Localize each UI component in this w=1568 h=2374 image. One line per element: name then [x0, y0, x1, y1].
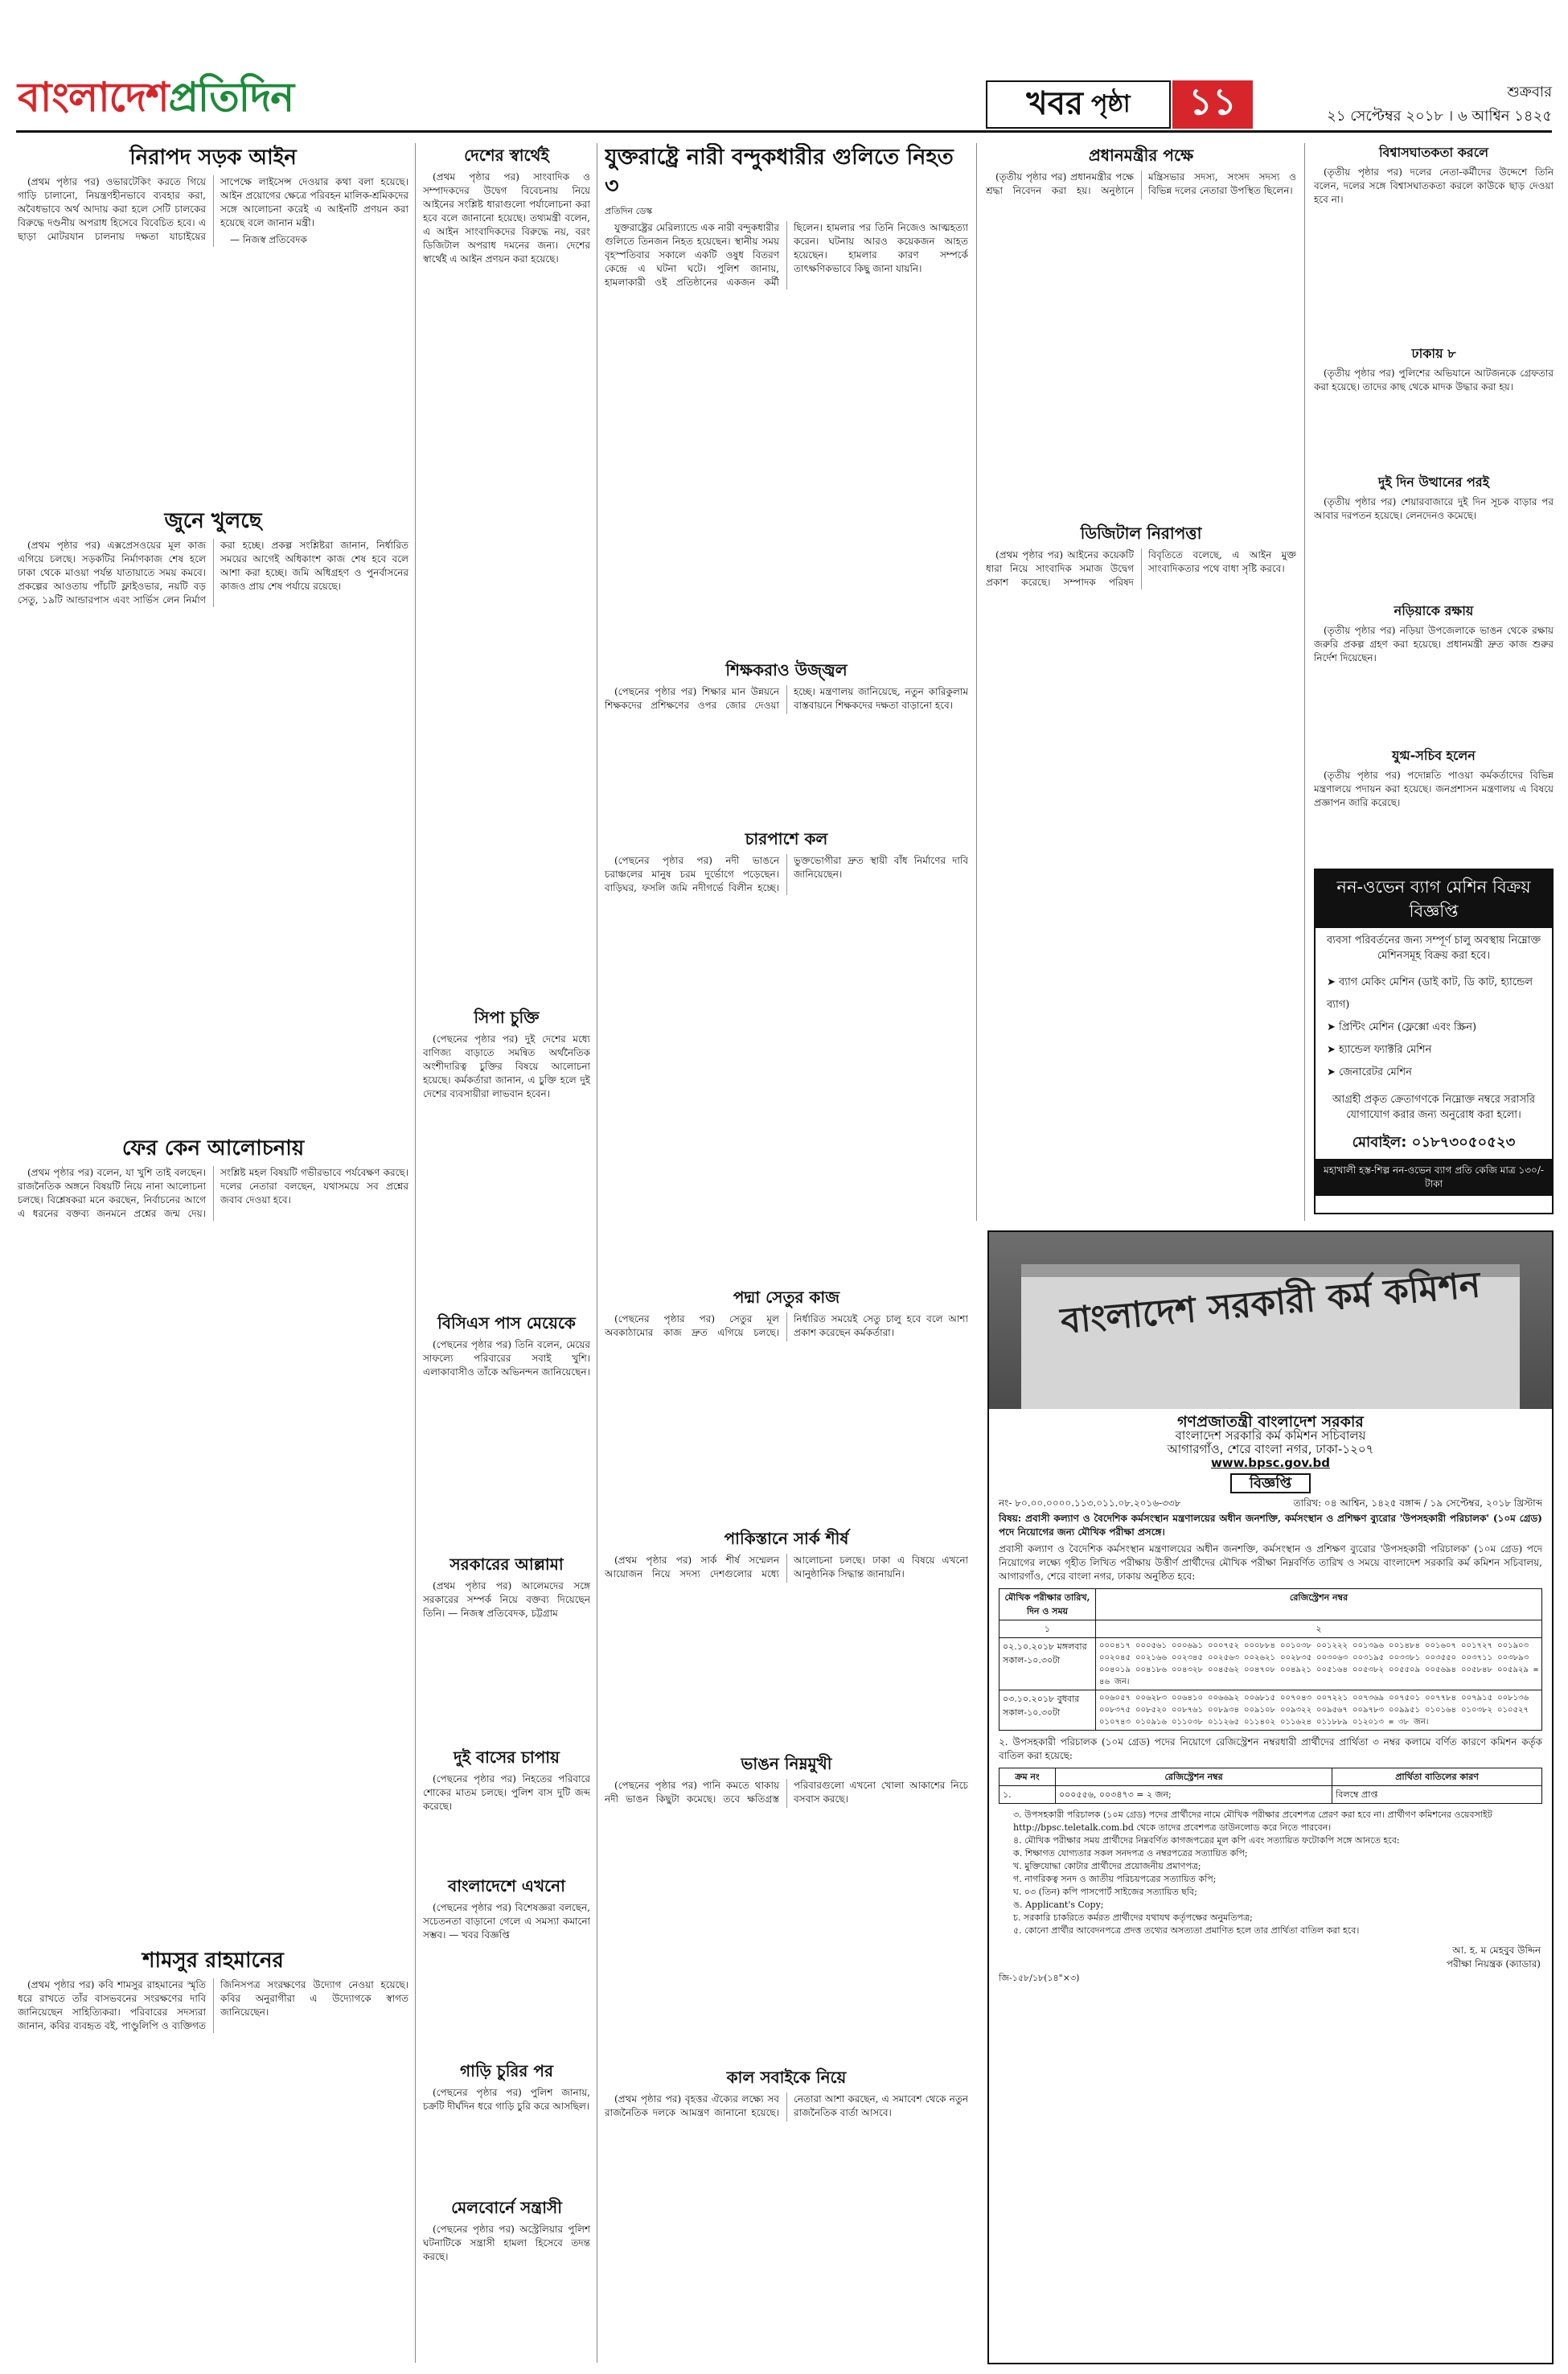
body-bhangon: (পেছনের পৃষ্ঠার পর) পানি কমতে থাকায় নদী ভাঙন কিছুটা কমেছে। তবে ক্ষতিগ্রস্ত পরিবারগুলো এখনো খোলা আকাশের নিচে বসবাস করছে।: [605, 1780, 968, 1805]
notice-point: ঘ. ০৩ (তিন) কপি পাসপোর্ট সাইজের সত্যায়িত ছবি;: [1013, 1887, 1197, 1897]
article-digital: [986, 521, 1296, 1221]
ad-bag-items: [1316, 968, 1552, 1087]
headline-saarc[interactable]: পাকিস্তানে সার্ক শীর্ষ: [724, 1529, 849, 1548]
headline-car-theft[interactable]: গাড়ি চুরির পর: [460, 2061, 553, 2080]
article-us-shooting: [605, 143, 968, 650]
article-char: [605, 827, 968, 1277]
article-education: [605, 658, 968, 819]
article-interest: [423, 143, 590, 996]
article-safe-road: [18, 143, 408, 497]
ad-bag-item: ➤ প্রিন্টিং মেশিন (ফ্লেক্সো এবং স্ক্রিন): [1327, 1017, 1541, 1039]
ad-bag-item: ➤ ব্যাগ মেকিং মেশিন (ডাই কাট, ডি কাট, হ্যান্ডেল ব্যাগ): [1327, 971, 1541, 1017]
byline-us-shooting: প্রতিদিন ডেস্ক: [605, 206, 653, 216]
column-divider: [415, 143, 416, 2363]
headline-chukti[interactable]: সিপা চুক্তি: [474, 1008, 540, 1027]
headline-betrayal[interactable]: বিশ্বাসঘাতকতা করলে: [1378, 145, 1489, 160]
section-box: [986, 80, 1171, 129]
article-still: [423, 1874, 590, 2051]
notice-point: ঙ. Applicant's Copy;: [1013, 1900, 1104, 1910]
notice-point: গ. নাগরিকত্ব সনদ ও জাতীয় পরিচয়পত্রের সত্যায়িত কপি;: [1013, 1874, 1217, 1884]
exam-when: ০৩.১০.২০১৮ বুধবার সকাল-১০.৩০টা: [999, 1690, 1096, 1731]
body-chukti: (পেছনের পৃষ্ঠার পর) দুই দেশের মধ্যে বাণিজ্য বাড়াতে সমন্বিত অর্থনৈতিক অংশীদারিত্ব চুক্তির বিষয়ে আলোচনা হয়েছে। কর্মকর্তারা জানান, এ চুক্তি হলে দুই দেশের ব্যবসায়ীরা লাভবান হবেন।: [423, 1033, 590, 1099]
notice-point: খ. মুক্তিযোদ্ধা কোটার প্রার্থীদের প্রয়োজনীয় প্রমাণপত্র;: [1013, 1861, 1201, 1871]
cancel-table: [999, 1768, 1542, 1804]
table-header: প্রার্থিতা বাতিলের কারণ: [1332, 1768, 1542, 1786]
notice-intro: প্রবাসী কল্যাণ ও বৈদেশিক কর্মসংস্থান মন্ত্রণালয়ের অধীন জনশক্তি, কর্মসংস্থান ও প্রশিক্ষণ ব্যুরোর 'উপসহকারী পরিচালক' (১০ম গ্রেড) পদে নিয়োগের লক্ষ্যে গৃহীত লিখিত পরীক্ষায় উত্তীর্ণ প্রার্থীদের মৌখিক পরীক্ষা নিম্নবর্ণিত তারিখ ও সময়ে বাংলাদেশ সরকারি কর্ম কমিশন সচিবালয়, আগারগাঁও, শেরে বাংলা নগর, ঢাকায় অনুষ্ঠিত হবে:: [999, 1543, 1542, 1582]
notice-date: তারিখ: ০৪ আশ্বিন, ১৪২৫ বঙ্গাব্দ / ১৯ সেপ্টেম্বর, ২০১৮ খ্রিস্টাব্দ: [1293, 1497, 1542, 1509]
signatory-name: আ. হ. ম মেহবুব উদ্দিন: [1452, 1945, 1541, 1956]
body-dhaka8: (তৃতীয় পৃষ্ঠার পর) পুলিশের অভিযানে আটজনকে গ্রেফতার করা হয়েছে। তাদের কাছ থেকে মাদক উদ্ধার করা হয়।: [1314, 368, 1554, 392]
body-shamsur: (প্রথম পৃষ্ঠার পর) কবি শামসুর রাহমানের স্মৃতি ধরে রাখতে তাঁর বাসভবনের সংরক্ষণের দাবি জানিয়েছেন সাহিত্যিকরা। পরিবারের সদস্যরা জানান, কবির ব্যবহৃত বই, পাণ্ডুলিপি ও ব্যক্তিগত জিনিসপত্র সংরক্ষণের উদ্যোগ নেওয়া হয়েছে। কবির অনুরাগীরা এ উদ্যোগকে স্বাগত জানিয়েছেন।: [18, 1979, 408, 2031]
notice-header: [989, 1415, 1552, 1497]
date-block: [1279, 80, 1552, 129]
body-talks: (প্রথম পৃষ্ঠার পর) বলেন, যা খুশি তাই বলছেন। রাজনৈতিক অঙ্গনে বিষয়টি নিয়ে নানা আলোচনা চলছে। বিশ্লেষকরা মনে করছেন, নির্বাচনের আগে এ ধরনের বক্তব্য জনমনে প্রশ্নের জন্ম দেয়। সংশ্লিষ্ট মহল বিষয়টি গভীরভাবে পর্যবেক্ষণ করছে। দলের নেতারা বলছেন, যথাসময়ে সব প্রশ্নের জবাব দেওয়া হবে।: [18, 1167, 408, 1219]
page-word: পৃষ্ঠা: [1090, 89, 1131, 118]
body-digital: (প্রথম পৃষ্ঠার পর) আইনের কয়েকটি ধারা নিয়ে সাংবাদিক সমাজ উদ্বেগ প্রকাশ করেছে। সম্পাদক পরিষদ বিবৃতিতে বলেছে, এ আইন মুক্ত সাংবাদিকতার পথে বাধা সৃষ্টি করবে।: [986, 549, 1296, 588]
article-chukti: [423, 1005, 590, 1303]
table-row: [999, 1638, 1542, 1690]
body-melbourne: (পেছনের পৃষ্ঠার পর) অস্ট্রেলিয়ার পুলিশ ঘটনাটিকে সন্ত্রাসী হামলা হিসেবে তদন্ত করছে।: [423, 2224, 590, 2262]
table-header: ক্রম নং: [999, 1768, 1056, 1786]
banner-sign: বাংলাদেশ সরকারী কর্ম কমিশন: [1059, 1264, 1482, 1342]
notice-point: ৫. কোনো প্রার্থীর আবেদনপত্রে প্রদত্ত তথ্যের অসত্যতা প্রমাণিত হলে তার প্রার্থিতা বাতিল করা হবে।: [1013, 1925, 1360, 1936]
notice-meta: [989, 1497, 1552, 1510]
headline-melbourne[interactable]: মেলবোর্নে সন্ত্রাসী: [451, 2198, 562, 2217]
notice-gov: গণপ্রজাতন্ত্রী বাংলাদেশ সরকার: [1177, 1413, 1364, 1431]
article-june: [18, 507, 408, 1126]
body-sarkar: (প্রথম পৃষ্ঠার পর) আলেমদের সঙ্গে সরকারের সম্পর্ক নিয়ে বক্তব্য দিয়েছেন তিনি। — নিজস্ব প্রতিবেদক, চট্টগ্রাম: [423, 1580, 590, 1619]
body-saarc: (প্রথম পৃষ্ঠার পর) সার্ক শীর্ষ সম্মেলন আয়োজন নিয়ে সদস্য দেশগুলোর মধ্যে আলোচনা চলছে। ঢাকা এ বিষয়ে এখনো আনুষ্ঠানিক সিদ্ধান্ত জানায়নি।: [605, 1555, 968, 1579]
headline-char[interactable]: চারপাশে কল: [745, 829, 828, 848]
bpsc-banner-image: [989, 1232, 1552, 1409]
notice-point: ৩. উপসহকারী পরিচালক (১০ম গ্রেড) পদের প্রার্থীদের নামে মৌখিক পরীক্ষার প্রবেশপত্র প্রেরণ করা হবে না। প্রার্থীগণ কমিশনের ওয়েবসাইট http://bpsc.teletalk.com.bd থেকে তাদের প্রবেশপত্র ডাউনলোড করে নিতে পারবেন।: [1013, 1809, 1492, 1833]
body-still: (পেছনের পৃষ্ঠার পর) বিশেষজ্ঞরা বলছেন, সচেতনতা বাড়ানো গেলে এ সমস্যা কমানো সম্ভব। — খবর বিজ্ঞপ্তি: [423, 1902, 590, 1941]
notice-subject: বিষয়: প্রবাসী কল্যাণ ও বৈদেশিক কর্মসংস্থান মন্ত্রণালয়ের অধীন জনশক্তি, কর্মসংস্থান ও প্রশিক্ষণ ব্যুরোর 'উপসহকারী পরিচালক' (১০ম গ্রেড) পদে নিয়োগের জন্য মৌখিক পরীক্ষা প্রসঙ্গে।: [999, 1513, 1542, 1538]
headline-education[interactable]: শিক্ষকরাও উজ্জ্বল: [725, 660, 848, 680]
article-sarkar: [423, 1552, 590, 1737]
column-divider: [1304, 143, 1305, 1221]
body-betrayal: (তৃতীয় পৃষ্ঠার পর) দলের নেতা-কর্মীদের উদ্দেশে তিনি বলেন, দলের সঙ্গে বিশ্বাসঘাতকতা করলে কাউকে ছাড় দেওয়া হবে না।: [1314, 166, 1554, 205]
body-education: (পেছনের পৃষ্ঠার পর) শিক্ষার মান উন্নয়নে শিক্ষকদের প্রশিক্ষণের ওপর জোর দেওয়া হচ্ছে। মন্ত্রণালয় জানিয়েছে, নতুন কারিকুলাম বাস্তবায়নে শিক্ষকদের দক্ষতা বাড়ানো হবে।: [605, 686, 968, 711]
article-bcs: [423, 1311, 590, 1544]
headline-bcs[interactable]: বিসিএস পাস মেয়েকে: [437, 1313, 576, 1333]
headline-bus[interactable]: দুই বাসের চাপায়: [454, 1748, 560, 1767]
article-talks: [18, 1134, 408, 1938]
headline-talks[interactable]: ফের কেন আলোচনায়: [121, 1136, 305, 1160]
headline-june[interactable]: জুনে খুলছে: [164, 509, 262, 533]
table-header: রেজিস্ট্রেশন নম্বর: [1096, 1589, 1542, 1620]
headline-still[interactable]: বাংলাদেশে এখনো: [448, 1876, 565, 1896]
ad-bag-text: ব্যবসা পরিবর্তনের জন্য সম্পূর্ণ চালু অবস্থায় নিম্নোক্ত মেশিনসমূহ বিক্রয় করা হবে।: [1326, 934, 1541, 962]
headline-shamsur[interactable]: শামসুর রাহমানের: [142, 1949, 284, 1973]
headline-pm[interactable]: প্রধানমন্ত্রীর পক্ষে: [1088, 146, 1194, 165]
headline-kal[interactable]: কাল সবাইকে নিয়ে: [726, 2068, 847, 2087]
table-row: [999, 1690, 1542, 1731]
page-number: ১১: [1172, 80, 1253, 129]
ad-bag-footer: মহাখালী হস্ত-শিল্প নন-ওভেন ব্যাগ প্রতি কেজি মাত্র ১৩০/- টাকা: [1316, 1159, 1552, 1196]
table-header: রেজিস্ট্রেশন নম্বর: [1056, 1768, 1332, 1786]
body-car-theft: (পেছনের পৃষ্ঠার পর) পুলিশ জানায়, চক্রটি দীর্ঘদিন ধরে গাড়ি চুরি করে আসছিল।: [423, 2087, 590, 2112]
notice-code: জি-১৫৮/১৮(১৪"×৩): [999, 1973, 1080, 1983]
article-padma: [605, 1285, 968, 1518]
body-june: (প্রথম পৃষ্ঠার পর) এক্সপ্রেসওয়ের মূল কাজ এগিয়ে চলছে। সড়কটির নির্মাণকাজ শেষ হলে ঢাকা থেকে মাওয়া পর্যন্ত যাতায়াতে সময় কমবে। প্রকল্পের আওতায় পাঁচটি ফ্লাইওভার, নয়টি বড় সেতু, ১৯টি আন্ডারপাস এবং সার্ভিস লেন নির্মাণ করা হচ্ছে। প্রকল্প সংশ্লিষ্টরা জানান, নির্ধারিত সময়ের আগেই অধিকাংশ কাজ শেষ হবে বলে আশা করা হচ্ছে। জমি অধিগ্রহণ ও পুনর্বাসনের কাজও প্রায় শেষ পর্যায়ে রয়েছে।: [18, 540, 408, 606]
article-two-days: [1314, 473, 1554, 594]
notice-title: বিজ্ঞপ্তি: [1230, 1473, 1311, 1493]
body-two-days: (তৃতীয় পৃষ্ঠার পর) শেয়ারবাজারে দুই দিন সূচক বাড়ার পর আবার দরপতন হয়েছে। লেনদেনও কমেছে।: [1314, 496, 1554, 521]
notice-points: [989, 1807, 1552, 1939]
body-safe-road: (প্রথম পৃষ্ঠার পর) ওভারটেকিং করতে গিয়ে গাড়ি চালানো, নিয়ন্ত্রণহীনভাবে ব্যবহার করা, অবৈধভাবে অর্থ আদায় করা হলে সেটি চালকের বিরুদ্ধে দণ্ডনীয় অপরাধ হিসেবে বিবেচিত হবে। এ ছাড়া মোটরযান চালনায় দক্ষতা যাচাইয়ের সাপেক্ষে লাইসেন্স দেওয়ার কথা বলা হয়েছে। আইন প্রয়োগের ক্ষেত্রে পরিবহন মালিক-শ্রমিকদের সঙ্গে আলোচনা করেই এ আইনটি প্রণয়ন করা হয়েছে বলে জানান মন্ত্রী। — নিজস্ব প্রতিবেদক: [18, 176, 408, 245]
newspaper-logo[interactable]: [18, 68, 293, 134]
body-padma: (পেছনের পৃষ্ঠার পর) সেতুর মূল অবকাঠামোর কাজ দ্রুত এগিয়ে চলছে। নির্ধারিত সময়েই সেতু চালু হবে বলে আশা প্রকাশ করেছেন কর্মকর্তারা।: [605, 1313, 968, 1338]
table-row: ১. ০০০৫৫৬, ০০৩৪৭৩ = ২ জন; বিলম্বে প্রাপ্ত: [999, 1786, 1542, 1804]
weekday: শুক্রবার: [1507, 84, 1552, 101]
body-bcs: (পেছনের পৃষ্ঠার পর) তিনি বলেন, মেয়ের সাফল্যে পরিবারের সবাই খুশি। এলাকাবাসীও তাঁকে অভিনন্দন জানিয়েছেন।: [423, 1339, 590, 1378]
ad-bag-machine[interactable]: [1314, 869, 1554, 1214]
body-interest: (প্রথম পৃষ্ঠার পর) সাংবাদিক ও সম্পাদকদের উদ্বেগ বিবেচনায় নিয়ে আইনের সংশ্লিষ্ট ধারাগুলো পর্যালোচনা করা হবে বলে জানানো হয়েছে। তথ্যমন্ত্রী বলেন, এ আইন সাংবাদিকদের বিরুদ্ধে নয়, বরং ডিজিটাল অপরাধ দমনের জন্য। দেশের স্বার্থেই এ আইন প্রণয়ন করা হয়েছে।: [423, 171, 590, 265]
ad-bag-title: নন-ওভেন ব্যাগ মেশিন বিক্রয় বিজ্ঞপ্তি: [1316, 870, 1552, 928]
notice-memo: নং- ৮০.০০.০০০০.১১৩.০১১.০৮.২০১৬-৩৩৮: [999, 1497, 1181, 1509]
headline-sarkar[interactable]: সরকারের আল্লামা: [449, 1555, 564, 1574]
schedule-table: [999, 1588, 1542, 1731]
ad-bag-item: ➤ হ্যান্ডেল ফ্যাক্টরি মেশিন: [1327, 1039, 1541, 1062]
notice-point: ক. শিক্ষাগত যোগ্যতার সকল সনদপত্র ও নম্বরপত্রের সত্যায়িত কপি;: [1013, 1848, 1248, 1859]
exam-when: ০২.১০.২০১৮ মঙ্গলবার সকাল-১০.৩০টা: [999, 1638, 1096, 1690]
notice-para2: ২. উপসহকারী পরিচালক (১০ম গ্রেড) পদের নিয়োগে রেজিস্ট্রেশন নম্বরধারী প্রার্থীদের প্রার্থিতা ৩ নম্বর কলামে বর্ণিত কারণে কমিশন কর্তৃক বাতিল করা হয়েছে:: [999, 1736, 1542, 1761]
article-bhangon: [605, 1752, 968, 2057]
body-kal: (প্রথম পৃষ্ঠার পর) বৃহত্তর ঐক্যের লক্ষ্যে সব রাজনৈতিক দলকে আমন্ত্রণ জানানো হয়েছে। নেতারা আশা করছেন, এ সমাবেশ থেকে নতুন রাজনৈতিক বার্তা আসবে।: [605, 2093, 968, 2118]
notice-address: আগারগাঁও, শেরে বাংলা নগর, ঢাকা-১২০৭: [1167, 1442, 1374, 1456]
headline-joint-sec[interactable]: যুগ্ম-সচিব হলেন: [1392, 748, 1476, 763]
notice-point: চ. সরকারি চাকরিতে কর্মরত প্রার্থীদের যথাযথ কর্তৃপক্ষের অনুমতিপত্র;: [1013, 1912, 1253, 1923]
ad-bag-contact-note: আগ্রহী প্রকৃত ক্রেতাগণকে নিম্নোক্ত নম্বরে সরাসরি যোগাযোগ করার জন্য অনুরোধ করা হলো।: [1332, 1094, 1536, 1121]
headline-dhaka8[interactable]: ঢাকায় ৮: [1411, 346, 1456, 361]
article-pm: [986, 143, 1296, 513]
article-melbourne: [423, 2195, 590, 2364]
ad-bag-mobile[interactable]: মোবাইল: ০১৮৭৩০৫০৫২৩: [1352, 1134, 1516, 1151]
headline-interest[interactable]: দেশের স্বার্থেই: [464, 146, 549, 165]
headline-digital[interactable]: ডিজিটাল নিরাপত্তা: [1080, 524, 1202, 543]
logo-part1: বাংলাদেশ: [18, 74, 169, 121]
ad-bag-item: ➤ জেনারেটর মেশিন: [1327, 1062, 1541, 1084]
column-divider: [976, 143, 977, 1221]
body-joint-sec: (তৃতীয় পৃষ্ঠার পর) পদোন্নতি পাওয়া কর্মকর্তাদের বিভিন্ন মন্ত্রণালয়ে পদায়ন করা হয়েছে। জনপ্রশাসন মন্ত্রণালয় এ বিষয়ে প্রজ্ঞাপন জারি করেছে।: [1314, 770, 1554, 808]
headline-bhangon[interactable]: ভাঙন নিম্নমুখী: [741, 1754, 832, 1773]
notice-point: ৪. মৌখিক পরীক্ষার সময় প্রার্থীদের নিম্নবর্ণিত কাগজপত্রের মূল কপি এবং সত্যায়িত ফটোকপি সঙ্গে আনতে হবে:: [1013, 1835, 1400, 1846]
issue-date: ২১ সেপ্টেম্বর ২০১৮ । ৬ আশ্বিন ১৪২৫: [1327, 108, 1552, 125]
headline-nodi[interactable]: নড়িয়াকে রক্ষায়: [1394, 603, 1474, 618]
notice-secretariat: বাংলাদেশ সরকারি কর্ম কমিশন সচিবালয়: [1175, 1428, 1366, 1443]
logo-part2: প্রতিদিন: [168, 74, 294, 121]
article-shamsur: [18, 1946, 408, 2364]
bpsc-notice: [987, 1230, 1554, 2364]
headline-padma[interactable]: পদ্মা সেতুর কাজ: [733, 1288, 840, 1307]
exam-rolls: ০০০৪১৭ ০০০৫৬১ ০০০৬৯১ ০০০৭৫২ ০০০৮৮৪ ০০১০৩৮ ০০১২২২ ০০১৩৯৬ ০০১৪৮৪ ০০১৬০৭ ০০১৭২৭ ০০১৯০৩ ০০২০৪৫ ০০২১৬৬ ০০২৩৪৫ ০০২৫৬৩ ০০২৬২১ ০০২৮৩৫ ০০৩০৬৩ ০০৩১৯৫ ০০৩৩৮১ ০০৩৫৫০ ০০৩৭১১ ০০৩৮৯৩ ০০৪০১৯ ০০৪১৮৬ ০০৪৩২৮ ০০৪৫৬২ ০০৪৭০৮ ০০৪৯২১ ০০৫১৬৪ ০০৫৩৮২ ০০৫৫০৯ ০০৫৬৯৪ ০০৫৮৪৮ ০০৫৯২৯ = ৪৬ জন।: [1096, 1638, 1542, 1690]
body-nodi: (তৃতীয় পৃষ্ঠার পর) নড়িয়া উপজেলাকে ভাঙন থেকে রক্ষায় জরুরি প্রকল্প গ্রহণ করা হয়েছে। প্রধানমন্ত্রী দ্রুত কাজ শুরুর নির্দেশ দিয়েছেন।: [1314, 625, 1554, 663]
article-kal: [605, 2065, 968, 2364]
section-label: খবর: [1026, 84, 1083, 122]
notice-website-link[interactable]: www.bpsc.gov.bd: [1210, 1456, 1331, 1470]
table-index: ১: [999, 1620, 1096, 1638]
body-pm: (তৃতীয় পৃষ্ঠার পর) প্রধানমন্ত্রীর পক্ষে শ্রদ্ধা নিবেদন করা হয়। অনুষ্ঠানে মন্ত্রিসভার সদস্য, সংসদ সদস্য ও বিভিন্ন দলের নেতারা উপস্থিত ছিলেন।: [986, 171, 1296, 196]
exam-rolls: ০০৬০৫৭ ০০৬২৮৩ ০০৬৪১০ ০০৬৬৯২ ০০৬৮১৫ ০০৭০৪৩ ০০৭২২১ ০০৭৩৬৯ ০০৭৫০১ ০০৭৭৮৪ ০০৭৯১৫ ০০৮১৩৬ ০০৮৩৭৫ ০০৮৫২০ ০০৮৭৬১ ০০৮৯৩৪ ০০৯১০৮ ০০৯৩২২ ০০৯৫৬৭ ০০৯৭৮৩ ০০৯৯৫১ ০১০১৬৪ ০১০৩৮২ ০১০৫২৭ ০১০৭৪৩ ০১০৯১৬ ০১১০৩৮ ০১১২৬৫ ০১১৪০২ ০১১৬২৪ ০১১৮৮৯ ০১২০১৩ = ৩৮ জন।: [1096, 1690, 1542, 1731]
headline-two-days[interactable]: দুই দিন উত্থানের পরই: [1377, 474, 1490, 490]
article-nodi: [1314, 602, 1554, 738]
table-header: মৌখিক পরীক্ষার তারিখ, দিন ও সময়: [999, 1589, 1096, 1620]
article-joint-sec: [1314, 746, 1554, 859]
masthead-rule: [16, 130, 1552, 133]
article-betrayal: [1314, 143, 1554, 336]
table-index: ২: [1096, 1620, 1542, 1638]
signatory-designation: পরীক্ষা নিয়ন্ত্রক (ক্যাডার): [1446, 1958, 1541, 1969]
article-car-theft: [423, 2059, 590, 2187]
body-us-shooting: যুক্তরাষ্ট্রের মেরিল্যান্ডে এক নারী বন্দুকধারীর গুলিতে তিনজন নিহত হয়েছেন। স্থানীয় সময় বৃহস্পতিবার সকালে একটি ওষুধ বিতরণ কেন্দ্রে এ ঘটনা ঘটে। পুলিশ জানায়, হামলাকারী ওই প্রতিষ্ঠানের একজন কর্মী ছিলেন। হামলার পর তিনি নিজেও আত্মহত্যা করেন। ঘটনায় আরও কয়েকজন আহত হয়েছেন। হামলার কারণ সম্পর্কে তাৎক্ষণিকভাবে কিছু জানা যায়নি।: [605, 222, 968, 288]
article-saarc: [605, 1526, 968, 1744]
article-dhaka8: [1314, 344, 1554, 465]
body-bus: (পেছনের পৃষ্ঠার পর) নিহতের পরিবারে শোকের মাতম চলছে। পুলিশ বাস দুটি জব্দ করেছে।: [423, 1773, 590, 1812]
article-bus: [423, 1745, 590, 1866]
headline-us-shooting[interactable]: যুক্তরাষ্ট্রে নারী বন্দুকধারীর গুলিতে নিহত ৩: [605, 145, 954, 199]
headline-safe-road[interactable]: নিরাপদ সড়ক আইন: [129, 146, 297, 170]
masthead: [0, 0, 1568, 129]
body-char: (পেছনের পৃষ্ঠার পর) নদী ভাঙনে চরাঞ্চলের মানুষ চরম দুর্ভোগে পড়েছেন। বাড়িঘর, ফসলি জমি নদীগর্ভে বিলীন হচ্ছে। ভুক্তভোগীরা দ্রুত স্থায়ী বাঁধ নির্মাণের দাবি জানিয়েছেন।: [605, 855, 968, 893]
notice-signature: [989, 1939, 1552, 1971]
